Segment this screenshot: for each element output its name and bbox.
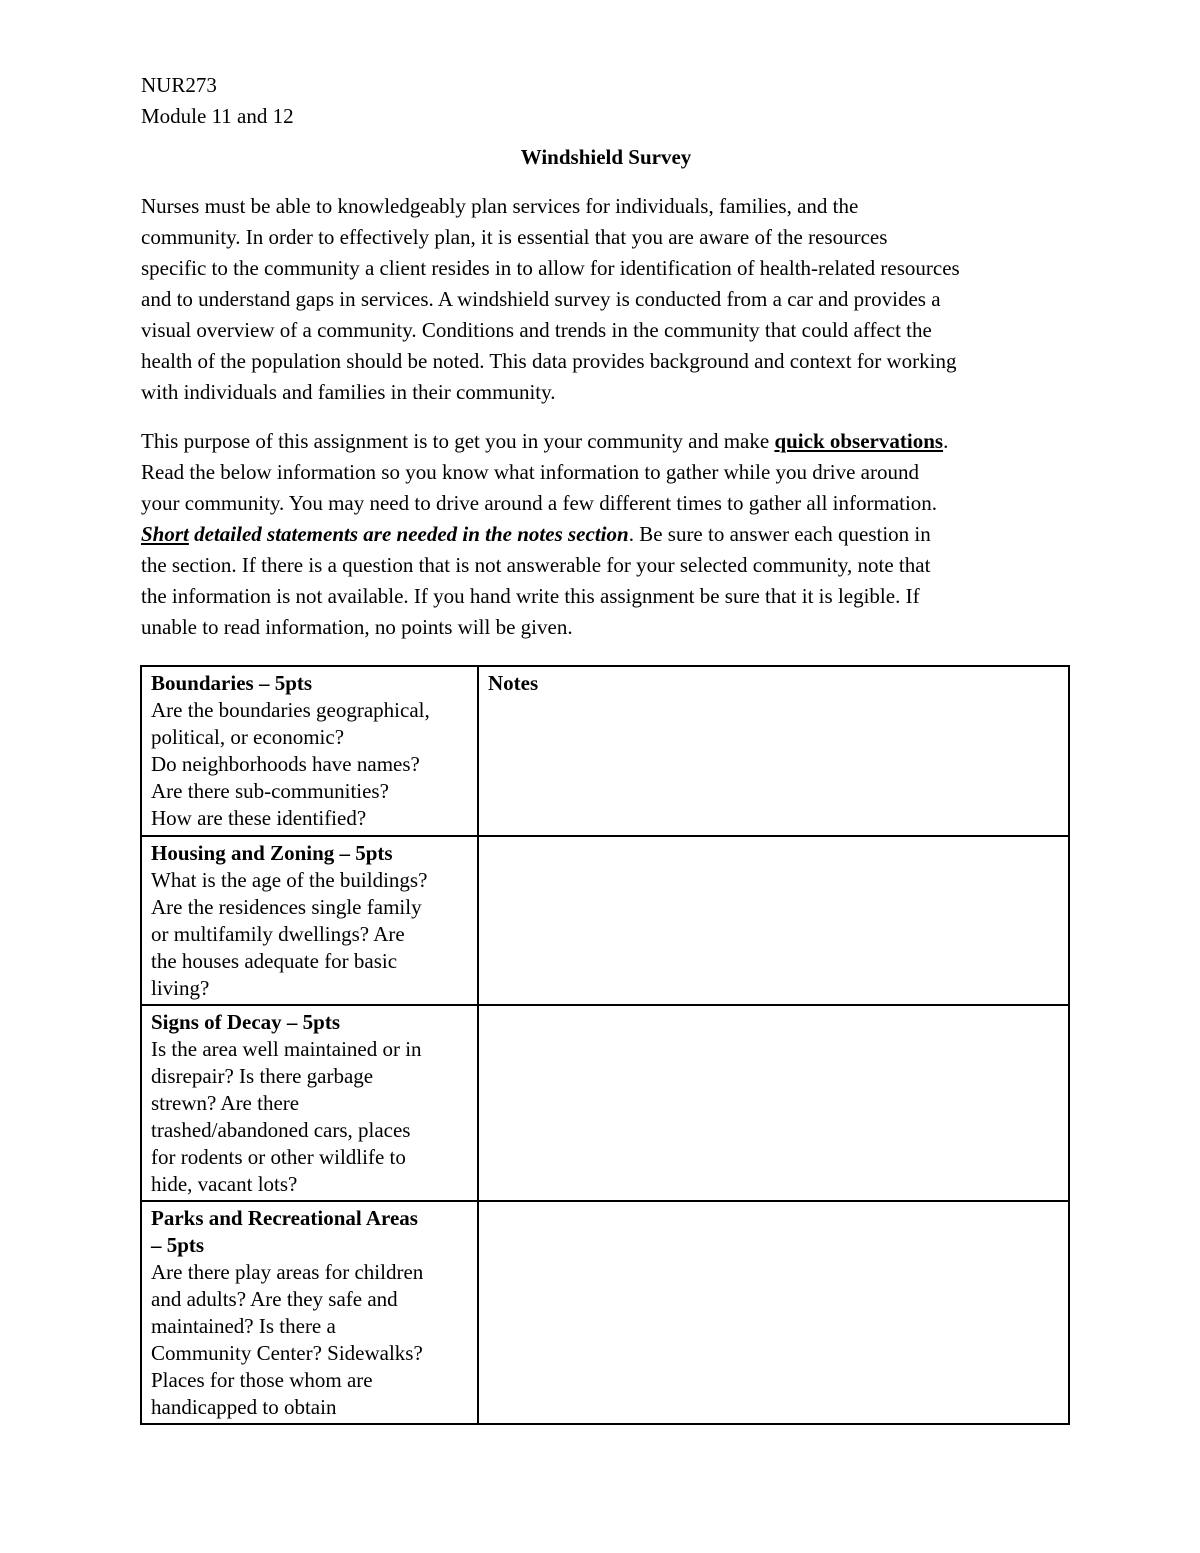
question-line: the houses adequate for basic [151, 949, 398, 973]
notes-cell-parks[interactable] [478, 1201, 1069, 1424]
intro-line: Nurses must be able to knowledgeably plan services for individuals, families, and the [141, 194, 859, 218]
question-line: Do neighborhoods have names? [151, 752, 420, 776]
notes-cell-decay[interactable] [478, 1005, 1069, 1201]
quick-observations-emphasis: quick observations [774, 429, 944, 453]
intro-line: community. In order to effectively plan, it is essential that you are aware of the resources [141, 225, 888, 249]
intro-line: health of the population should be noted. This data provides background and context for working [141, 349, 957, 373]
module-label: Module 11 and 12 [141, 104, 294, 128]
question-line: hide, vacant lots? [151, 1172, 298, 1196]
question-line: disrepair? Is there garbage [151, 1064, 374, 1088]
document-title: Windshield Survey [520, 145, 692, 169]
notes-instruction-emphasis: detailed statements are needed in the notes section [188, 522, 629, 546]
survey-table [140, 665, 1070, 1425]
purpose-text: . [943, 429, 949, 453]
question-cell-parks [141, 1201, 478, 1424]
section-heading: Housing and Zoning – 5pts [151, 841, 393, 865]
question-line: Are there sub-communities? [151, 779, 389, 803]
purpose-line: your community. You may need to drive around a few different times to gather all information. [141, 491, 938, 515]
intro-line: and to understand gaps in services. A windshield survey is conducted from a car and provides a [141, 287, 941, 311]
question-line: Places for those whom are [151, 1368, 373, 1392]
purpose-line: the section. If there is a question that is not answerable for your selected community, note that [141, 553, 931, 577]
question-line: and adults? Are they safe and [151, 1287, 398, 1311]
document-page [141, 70, 1071, 643]
section-heading: Boundaries – 5pts [151, 671, 313, 695]
notes-label: Notes [488, 671, 539, 695]
intro-paragraph [141, 191, 1071, 408]
intro-line: specific to the community a client resides in to allow for identification of health-related resources [141, 256, 960, 280]
purpose-line: Read the below information so you know what information to gather while you drive around [141, 460, 919, 484]
question-line: trashed/abandoned cars, places [151, 1118, 411, 1142]
question-line: Is the area well maintained or in [151, 1037, 422, 1061]
table-row [141, 666, 1069, 836]
question-line: handicapped to obtain [151, 1395, 337, 1419]
course-code: NUR273 [141, 73, 217, 97]
section-heading: Parks and Recreational Areas [151, 1206, 418, 1230]
question-line: Are there play areas for children [151, 1260, 424, 1284]
purpose-text: . Be sure to answer each question in [628, 522, 931, 546]
intro-line: with individuals and families in their community. [141, 380, 556, 404]
table-row [141, 1005, 1069, 1201]
purpose-line [141, 426, 1071, 457]
short-emphasis: Short [141, 522, 189, 546]
question-line: strewn? Are there [151, 1091, 300, 1115]
question-line: living? [151, 976, 210, 1000]
question-line: Community Center? Sidewalks? [151, 1341, 423, 1365]
purpose-text: This purpose of this assignment is to get you in your community and make [141, 429, 775, 453]
question-line: political, or economic? [151, 725, 345, 749]
section-heading: Signs of Decay – 5pts [151, 1010, 341, 1034]
table-row [141, 836, 1069, 1005]
purpose-line [141, 519, 1071, 550]
table-row [141, 1201, 1069, 1424]
purpose-line: unable to read information, no points will be given. [141, 615, 573, 639]
purpose-line: the information is not available. If you hand write this assignment be sure that it is legible. If [141, 584, 920, 608]
question-line: maintained? Is there a [151, 1314, 336, 1338]
question-cell-housing [141, 836, 478, 1005]
section-heading-points: – 5pts [151, 1233, 205, 1257]
question-line: What is the age of the buildings? [151, 868, 428, 892]
question-line: or multifamily dwellings? Are [151, 922, 405, 946]
question-cell-decay [141, 1005, 478, 1201]
notes-cell-boundaries[interactable] [478, 666, 1069, 836]
notes-cell-housing[interactable] [478, 836, 1069, 1005]
question-line: for rodents or other wildlife to [151, 1145, 406, 1169]
question-line: How are these identified? [151, 806, 367, 830]
question-cell-boundaries [141, 666, 478, 836]
question-line: Are the residences single family [151, 895, 422, 919]
purpose-paragraph [141, 426, 1071, 643]
question-line: Are the boundaries geographical, [151, 698, 430, 722]
intro-line: visual overview of a community. Conditions and trends in the community that could affect the [141, 318, 932, 342]
